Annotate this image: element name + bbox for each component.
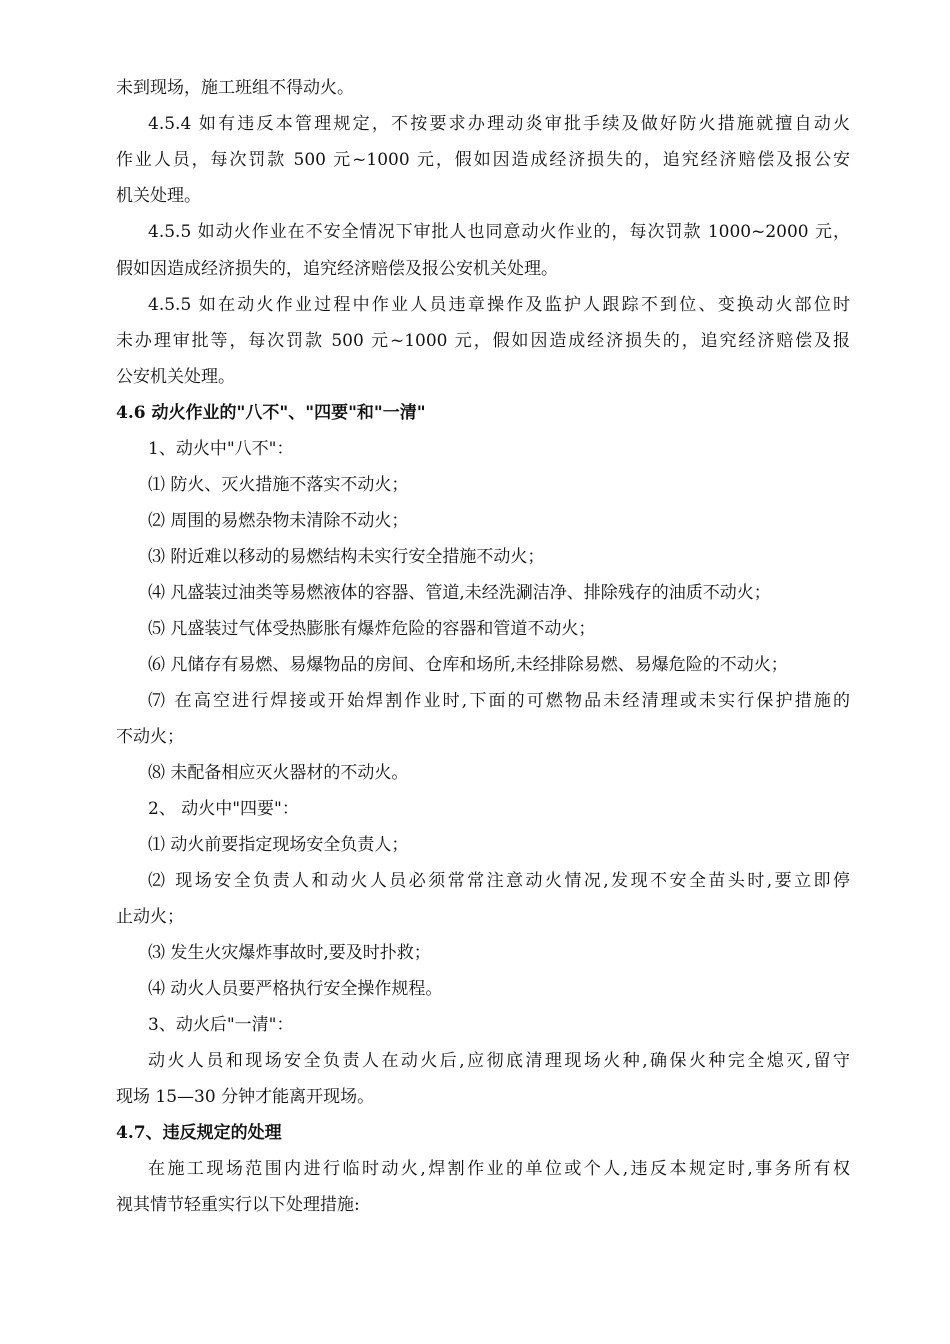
clause-4-5-4: 4.5.4 如有违反本管理规定，不按要求办理动炎审批手续及做好防火措施就擅自动火	[148, 114, 850, 134]
list-item: ⑶ 附近难以移动的易燃结构未实行安全措施不动火；	[148, 547, 545, 567]
list-item: ⑴ 动火前要指定现场安全负责人；	[148, 835, 409, 855]
subheading-four-musts: 2、 动火中"四要"：	[148, 799, 299, 819]
list-item-continuation: 止动火；	[116, 907, 184, 927]
paragraph-line: 动火人员和现场安全负责人在动火后,应彻底清理现场火种,确保火种完全熄灭,留守	[148, 1051, 850, 1071]
list-item: ⑴ 防火、灭火措施不落实不动火；	[148, 475, 409, 495]
list-item: ⑻ 未配备相应灭火器材的不动火。	[148, 763, 409, 783]
list-item: ⑵ 现场安全负责人和动火人员必须常常注意动火情况,发现不安全苗头时,要立即停	[148, 871, 850, 891]
list-item: ⑵ 周围的易燃杂物未清除不动火；	[148, 511, 409, 531]
section-heading-4-7: 4.7、违反规定的处理	[116, 1123, 282, 1143]
list-item: ⑷ 动火人员要严格执行安全操作规程。	[148, 979, 443, 999]
paragraph-line: 公安机关处理。	[116, 367, 235, 387]
clause-4-5-5: 4.5.5 如动火作业在不安全情况下审批人也同意动火作业的，每次罚款 1000~2000 元，	[148, 222, 850, 242]
list-item: ⑺ 在高空进行焊接或开始焊割作业时,下面的可燃物品未经清理或未实行保护措施的	[148, 691, 850, 711]
paragraph-line: 未到现场，施工班组不得动火。	[116, 78, 354, 98]
paragraph-line: 假如因造成经济损失的，追究经济赔偿及报公安机关处理。	[116, 259, 558, 279]
subheading-one-clear: 3、动火后"一清"：	[148, 1015, 294, 1035]
list-item: ⑶ 发生火灾爆炸事故时,要及时扑救；	[148, 943, 431, 963]
section-heading-4-6: 4.6 动火作业的"八不"、"四要"和"一清"	[116, 403, 426, 423]
paragraph-line: 视其情节轻重实行以下处理措施:	[116, 1195, 360, 1215]
subheading-eight-nots: 1、动火中"八不"：	[148, 439, 294, 459]
paragraph-line: 在施工现场范围内进行临时动火,焊割作业的单位或个人,违反本规定时,事务所有权	[148, 1159, 850, 1179]
list-item: ⑷ 凡盛装过油类等易燃液体的容器、管道,未经洗涮洁净、排除残存的油质不动火；	[148, 583, 771, 603]
paragraph-line: 现场 15—30 分钟才能离开现场。	[116, 1087, 375, 1107]
clause-4-5-5-second: 4.5.5 如在动火作业过程中作业人员违章操作及监护人跟踪不到位、变换动火部位时	[148, 295, 850, 315]
list-item: ⑸ 凡盛装过气体受热膨胀有爆炸危险的容器和管道不动火；	[148, 619, 596, 639]
list-item: ⑹ 凡储存有易燃、易爆物品的房间、仓库和场所,未经排除易燃、易爆危险的不动火；	[148, 655, 788, 675]
paragraph-line: 作业人员，每次罚款 500 元~1000 元，假如因造成经济损失的，追究经济赔偿及报公安	[116, 150, 850, 170]
paragraph-line: 未办理审批等，每次罚款 500 元~1000 元，假如因造成经济损失的，追究经济赔偿及报	[116, 331, 850, 351]
list-item-continuation: 不动火；	[116, 727, 184, 747]
paragraph-line: 机关处理。	[116, 186, 201, 206]
